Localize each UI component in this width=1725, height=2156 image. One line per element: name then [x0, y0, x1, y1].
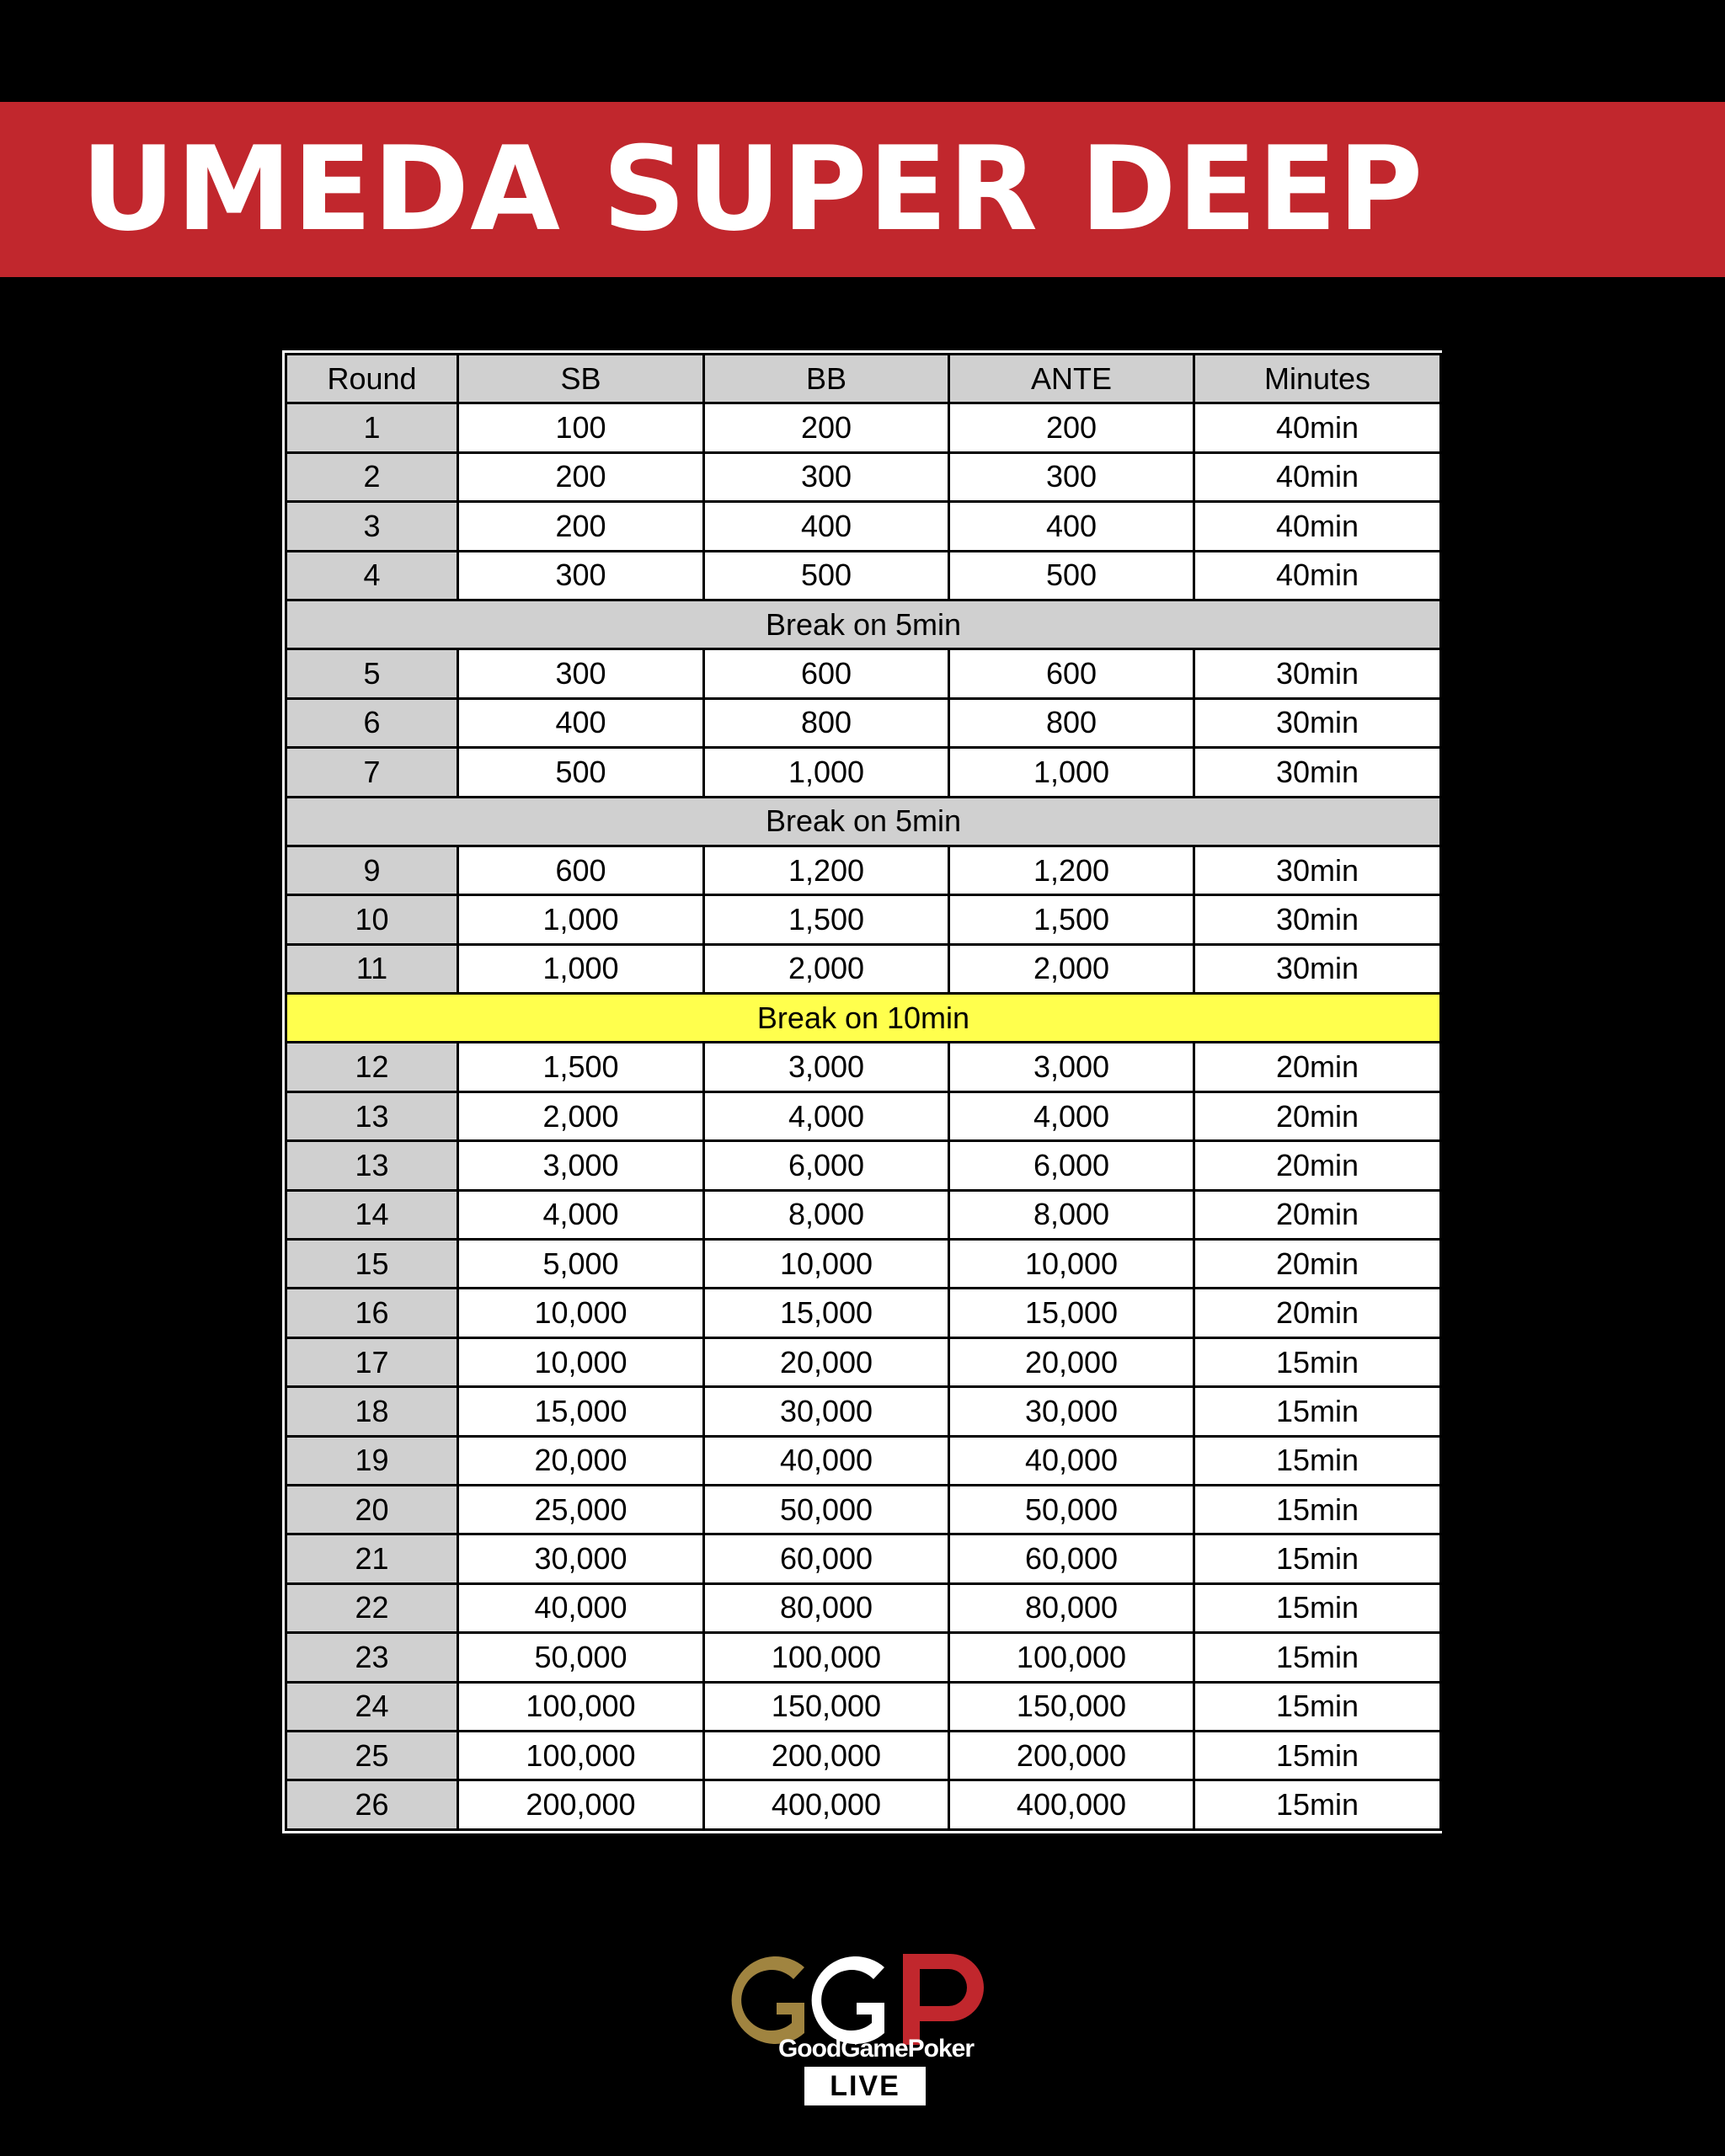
sb-cell: 300 — [458, 649, 704, 698]
sb-cell: 20,000 — [458, 1436, 704, 1485]
table-row — [286, 1682, 1441, 1731]
logo-white-g-shape — [812, 1956, 884, 2044]
bb-cell: 800 — [704, 698, 949, 747]
table-row — [286, 895, 1441, 944]
table-row — [286, 1436, 1441, 1485]
round-cell: 3 — [286, 502, 458, 551]
table-body — [286, 403, 1441, 1829]
column-header-bb: BB — [704, 355, 949, 403]
minutes-cell: 15min — [1194, 1682, 1441, 1731]
minutes-cell: 20min — [1194, 1289, 1441, 1337]
sb-cell: 25,000 — [458, 1485, 704, 1534]
table-row — [286, 649, 1441, 698]
minutes-cell: 30min — [1194, 649, 1441, 698]
blind-structure-table-container — [282, 350, 1442, 1833]
bb-cell: 300 — [704, 452, 949, 501]
bb-cell: 10,000 — [704, 1240, 949, 1289]
column-header-ante: ANTE — [949, 355, 1194, 403]
minutes-cell: 20min — [1194, 1043, 1441, 1091]
minutes-cell: 20min — [1194, 1190, 1441, 1239]
round-cell: 17 — [286, 1337, 458, 1386]
sb-cell: 30,000 — [458, 1534, 704, 1583]
table-row — [286, 1337, 1441, 1386]
ante-cell: 500 — [949, 551, 1194, 600]
ante-cell: 3,000 — [949, 1043, 1194, 1091]
table-row — [286, 846, 1441, 894]
minutes-cell: 30min — [1194, 944, 1441, 993]
ante-cell: 200 — [949, 403, 1194, 452]
sb-cell: 2,000 — [458, 1091, 704, 1140]
table-row — [286, 698, 1441, 747]
ante-cell: 6,000 — [949, 1141, 1194, 1190]
ante-cell: 40,000 — [949, 1436, 1194, 1485]
minutes-cell: 40min — [1194, 551, 1441, 600]
title-banner — [0, 102, 1725, 277]
round-cell: 21 — [286, 1534, 458, 1583]
bb-cell: 15,000 — [704, 1289, 949, 1337]
break-label: Break on 5min — [286, 600, 1441, 648]
bb-cell: 200 — [704, 403, 949, 452]
sb-cell: 300 — [458, 551, 704, 600]
minutes-cell: 40min — [1194, 403, 1441, 452]
ante-cell: 30,000 — [949, 1387, 1194, 1436]
round-cell: 15 — [286, 1240, 458, 1289]
minutes-cell: 20min — [1194, 1240, 1441, 1289]
table-header-row — [286, 355, 1441, 403]
ante-cell: 15,000 — [949, 1289, 1194, 1337]
table-row — [286, 1043, 1441, 1091]
bb-cell: 30,000 — [704, 1387, 949, 1436]
round-cell: 18 — [286, 1387, 458, 1436]
bb-cell: 2,000 — [704, 944, 949, 993]
table-row — [286, 403, 1441, 452]
minutes-cell: 15min — [1194, 1583, 1441, 1632]
table-row — [286, 551, 1441, 600]
minutes-cell: 30min — [1194, 698, 1441, 747]
bb-cell: 400,000 — [704, 1780, 949, 1829]
ante-cell: 150,000 — [949, 1682, 1194, 1731]
minutes-cell: 40min — [1194, 452, 1441, 501]
round-cell: 12 — [286, 1043, 458, 1091]
ante-cell: 50,000 — [949, 1485, 1194, 1534]
column-header-round: Round — [286, 355, 458, 403]
sb-cell: 15,000 — [458, 1387, 704, 1436]
ante-cell: 80,000 — [949, 1583, 1194, 1632]
break-row — [286, 797, 1441, 846]
sb-cell: 1,000 — [458, 944, 704, 993]
sb-cell: 10,000 — [458, 1337, 704, 1386]
sb-cell: 200,000 — [458, 1780, 704, 1829]
sb-cell: 1,500 — [458, 1043, 704, 1091]
table-row — [286, 1583, 1441, 1632]
table-row — [286, 1485, 1441, 1534]
logo-gold-g-shape — [732, 1956, 804, 2044]
sb-cell: 100,000 — [458, 1731, 704, 1780]
round-cell: 14 — [286, 1190, 458, 1239]
round-cell: 7 — [286, 748, 458, 797]
bb-cell: 40,000 — [704, 1436, 949, 1485]
ante-cell: 200,000 — [949, 1731, 1194, 1780]
live-badge — [804, 2067, 926, 2105]
minutes-cell: 30min — [1194, 895, 1441, 944]
ante-cell: 400,000 — [949, 1780, 1194, 1829]
table-row — [286, 1780, 1441, 1829]
ante-cell: 20,000 — [949, 1337, 1194, 1386]
sb-cell: 100 — [458, 403, 704, 452]
ggpoker-logo — [724, 1934, 1002, 2060]
sb-cell: 4,000 — [458, 1190, 704, 1239]
round-cell: 10 — [286, 895, 458, 944]
sb-cell: 100,000 — [458, 1682, 704, 1731]
minutes-cell: 30min — [1194, 846, 1441, 894]
live-badge-label: LIVE — [810, 2070, 920, 2102]
break-label: Break on 10min — [286, 994, 1441, 1043]
minutes-cell: 20min — [1194, 1141, 1441, 1190]
sb-cell: 1,000 — [458, 895, 704, 944]
minutes-cell: 15min — [1194, 1731, 1441, 1780]
table-row — [286, 1091, 1441, 1140]
round-cell: 6 — [286, 698, 458, 747]
ante-cell: 2,000 — [949, 944, 1194, 993]
ante-cell: 10,000 — [949, 1240, 1194, 1289]
blind-structure-table — [285, 353, 1442, 1831]
ante-cell: 60,000 — [949, 1534, 1194, 1583]
sb-cell: 50,000 — [458, 1633, 704, 1682]
ante-cell: 800 — [949, 698, 1194, 747]
bb-cell: 6,000 — [704, 1141, 949, 1190]
bb-cell: 600 — [704, 649, 949, 698]
round-cell: 19 — [286, 1436, 458, 1485]
round-cell: 9 — [286, 846, 458, 894]
table-row — [286, 748, 1441, 797]
table-row — [286, 1289, 1441, 1337]
sb-cell: 3,000 — [458, 1141, 704, 1190]
bb-cell: 1,500 — [704, 895, 949, 944]
round-cell: 5 — [286, 649, 458, 698]
round-cell: 1 — [286, 403, 458, 452]
bb-cell: 50,000 — [704, 1485, 949, 1534]
table-row — [286, 944, 1441, 993]
logo-red-p-shape — [903, 1954, 984, 2045]
minutes-cell: 15min — [1194, 1387, 1441, 1436]
sb-cell: 40,000 — [458, 1583, 704, 1632]
sb-cell: 500 — [458, 748, 704, 797]
round-cell: 2 — [286, 452, 458, 501]
minutes-cell: 15min — [1194, 1337, 1441, 1386]
break-row — [286, 994, 1441, 1043]
sb-cell: 10,000 — [458, 1289, 704, 1337]
sb-cell: 200 — [458, 452, 704, 501]
bb-cell: 1,200 — [704, 846, 949, 894]
minutes-cell: 20min — [1194, 1091, 1441, 1140]
break-row — [286, 600, 1441, 648]
table-row — [286, 502, 1441, 551]
ante-cell: 100,000 — [949, 1633, 1194, 1682]
minutes-cell: 40min — [1194, 502, 1441, 551]
table-row — [286, 1240, 1441, 1289]
bb-cell: 100,000 — [704, 1633, 949, 1682]
logo-wordmark: GoodGamePoker — [777, 2035, 975, 2060]
round-cell: 23 — [286, 1633, 458, 1682]
ante-cell: 300 — [949, 452, 1194, 501]
ante-cell: 1,500 — [949, 895, 1194, 944]
bb-cell: 8,000 — [704, 1190, 949, 1239]
sb-cell: 400 — [458, 698, 704, 747]
ante-cell: 1,200 — [949, 846, 1194, 894]
column-header-minutes: Minutes — [1194, 355, 1441, 403]
minutes-cell: 15min — [1194, 1436, 1441, 1485]
round-cell: 16 — [286, 1289, 458, 1337]
ante-cell: 1,000 — [949, 748, 1194, 797]
round-cell: 4 — [286, 551, 458, 600]
table-row — [286, 1141, 1441, 1190]
bb-cell: 150,000 — [704, 1682, 949, 1731]
round-cell: 22 — [286, 1583, 458, 1632]
ante-cell: 400 — [949, 502, 1194, 551]
ante-cell: 4,000 — [949, 1091, 1194, 1140]
bb-cell: 80,000 — [704, 1583, 949, 1632]
round-cell: 25 — [286, 1731, 458, 1780]
minutes-cell: 15min — [1194, 1633, 1441, 1682]
minutes-cell: 30min — [1194, 748, 1441, 797]
page-title: UMEDA SUPER DEEP — [81, 121, 1424, 257]
minutes-cell: 15min — [1194, 1780, 1441, 1829]
table-row — [286, 1731, 1441, 1780]
break-label: Break on 5min — [286, 797, 1441, 846]
bb-cell: 60,000 — [704, 1534, 949, 1583]
ante-cell: 600 — [949, 649, 1194, 698]
table-row — [286, 452, 1441, 501]
minutes-cell: 15min — [1194, 1485, 1441, 1534]
bb-cell: 3,000 — [704, 1043, 949, 1091]
round-cell: 26 — [286, 1780, 458, 1829]
round-cell: 11 — [286, 944, 458, 993]
table-row — [286, 1633, 1441, 1682]
column-header-sb: SB — [458, 355, 704, 403]
sb-cell: 5,000 — [458, 1240, 704, 1289]
ante-cell: 8,000 — [949, 1190, 1194, 1239]
sb-cell: 600 — [458, 846, 704, 894]
round-cell: 20 — [286, 1485, 458, 1534]
bb-cell: 20,000 — [704, 1337, 949, 1386]
round-cell: 13 — [286, 1141, 458, 1190]
table-row — [286, 1387, 1441, 1436]
table-row — [286, 1190, 1441, 1239]
bb-cell: 500 — [704, 551, 949, 600]
round-cell: 13 — [286, 1091, 458, 1140]
bb-cell: 200,000 — [704, 1731, 949, 1780]
bb-cell: 4,000 — [704, 1091, 949, 1140]
round-cell: 24 — [286, 1682, 458, 1731]
bb-cell: 400 — [704, 502, 949, 551]
bb-cell: 1,000 — [704, 748, 949, 797]
sb-cell: 200 — [458, 502, 704, 551]
table-row — [286, 1534, 1441, 1583]
minutes-cell: 15min — [1194, 1534, 1441, 1583]
